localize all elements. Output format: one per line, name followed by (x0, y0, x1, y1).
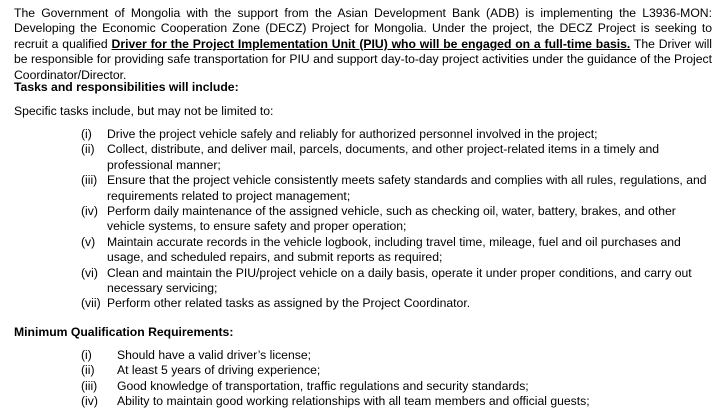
task-number: (iii) (81, 173, 98, 188)
task-number: (ii) (81, 142, 95, 157)
tasks-list (0, 127, 713, 312)
task-number: (iv) (81, 204, 98, 219)
qualification-text: Ability to maintain good working relationships with all team members and official guests; (117, 394, 590, 409)
tasks-heading: Tasks and responsibilities will include: (14, 80, 239, 94)
qualification-number: (iii) (81, 378, 98, 393)
intro-lead-text: The Government of Mongolia with the support from the Asian Development Bank (ADB) is implementing the L3936-MON: Developing the Economic Cooperation Zone (DECZ) Project for Mongolia. Under the project, the DECZ Project is seeking to recruit a qualified (14, 6, 712, 51)
task-number: (vi) (81, 265, 98, 280)
task-item (0, 266, 713, 297)
task-number: (i) (81, 127, 92, 141)
task-item (0, 296, 713, 311)
qualification-item (0, 394, 713, 409)
qualification-text: Should have a valid driver’s license; (117, 348, 311, 362)
task-item (0, 235, 713, 266)
intro-trail-text: The Driver will be responsible for providing safe transportation for PIU and support day-to-day project activities under the guidance of the Project Coordinator/Director. (14, 36, 712, 82)
task-text: Drive the project vehicle safely and reliably for authorized personnel involved in the project; (107, 127, 598, 141)
task-item (0, 204, 713, 235)
intro-emphasis-text: Driver for the Project Implementation Unit (PIU) who will be engaged on a full-time basis. (111, 36, 631, 51)
task-text: Clean and maintain the PIU/project vehicle on a daily basis, operate it under proper conditions, and carry out necessary servicing; (107, 265, 692, 296)
task-number: (vii) (81, 296, 101, 311)
qualification-number: (iv) (81, 394, 98, 409)
qualifications-heading: Minimum Qualification Requirements: (14, 325, 234, 339)
qualifications-list (0, 348, 713, 410)
qualification-text: Good knowledge of transportation, traffic regulations and security standards; (117, 378, 529, 393)
task-text: Ensure that the project vehicle consistently meets safety standards and complies with all rules, regulations, and requirements related to project management; (107, 173, 707, 203)
task-item (0, 127, 713, 142)
task-number: (v) (81, 234, 96, 249)
task-item (0, 142, 713, 173)
task-text: Maintain accurate records in the vehicle logbook, including travel time, mileage, fuel and oil purchases and usage, and scheduled repairs, and submit reports as required; (107, 234, 681, 265)
tasks-intro: Specific tasks include, but may not be limited to: (14, 104, 274, 118)
task-text: Perform daily maintenance of the assigned vehicle, such as checking oil, water, battery, brakes, and other vehicle systems, to ensure safety and proper operation; (107, 204, 676, 234)
task-item (0, 173, 713, 204)
qualification-item (0, 348, 713, 363)
task-text: Perform other related tasks as assigned by the Project Coordinator. (107, 296, 471, 311)
qualification-item (0, 379, 713, 394)
task-text: Collect, distribute, and deliver mail, parcels, documents, and other project-related items in a timely and professional manner; (107, 142, 660, 172)
intro-paragraph (14, 6, 712, 83)
qualification-item (0, 363, 713, 378)
qualification-text: At least 5 years of driving experience; (117, 363, 321, 378)
qualification-number: (ii) (81, 363, 95, 378)
qualification-number: (i) (81, 348, 92, 362)
